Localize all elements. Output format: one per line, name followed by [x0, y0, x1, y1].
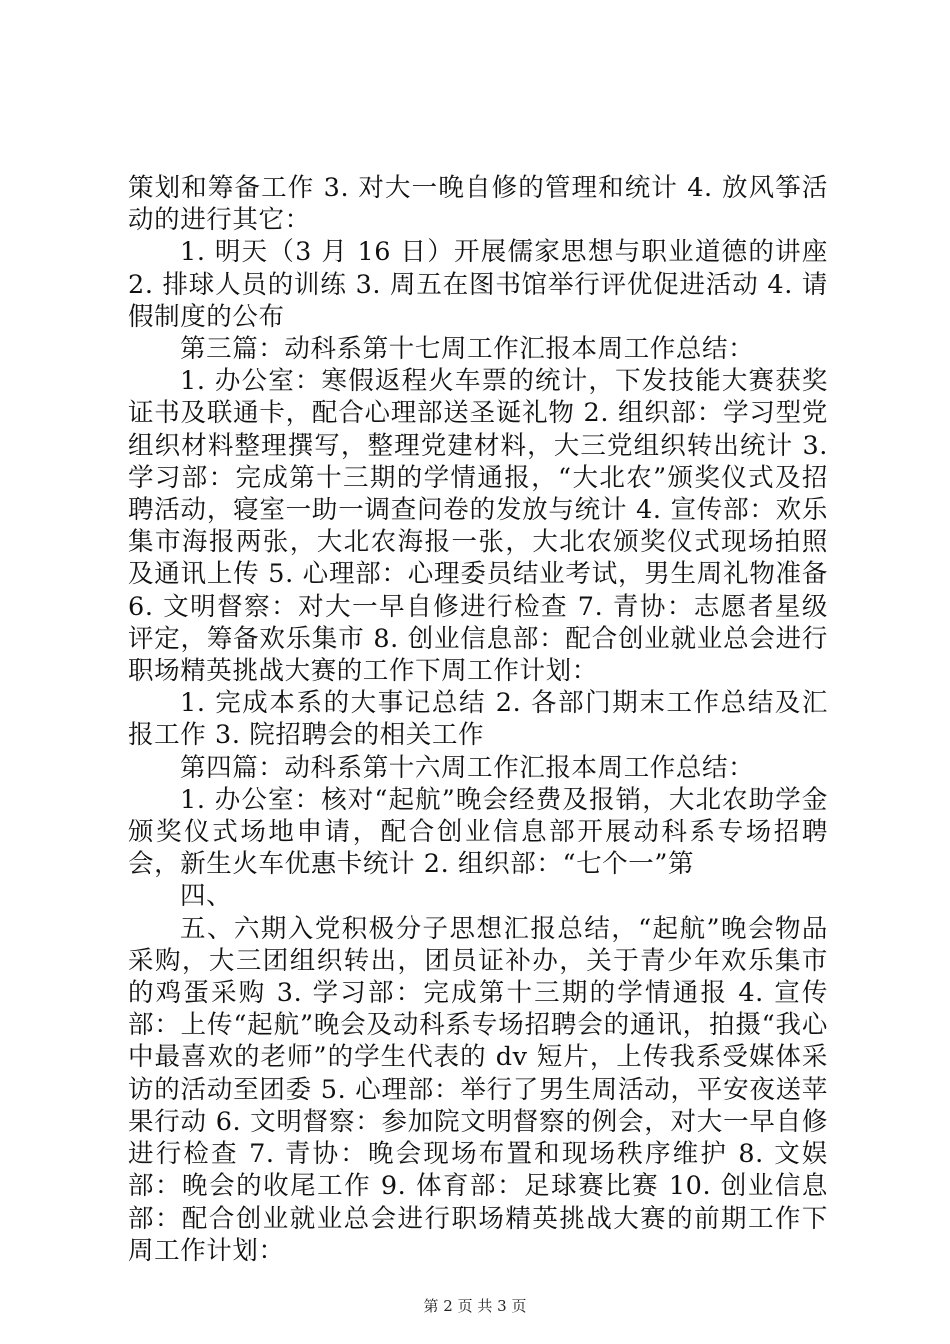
paragraph-1: 策划和筹备工作 3. 对大一晚自修的管理和统计 4. 放风筝活动的进行其它：: [128, 173, 828, 236]
page-footer: [0, 1296, 950, 1316]
document-body: [128, 172, 828, 1267]
paragraph-5: 1. 完成本系的大事记总结 2. 各部门期末工作总结及汇报工作 3. 院招聘会的相关工作: [128, 688, 828, 751]
paragraph-7: 1. 办公室：核对“起航”晚会经费及报销，大北农助学金颁奖仪式场地申请，配合创业信息部开展动科系专场招聘会，新生火车优惠卡统计 2. 组织部：“七个一”第: [128, 784, 828, 880]
paragraph-4: 1. 办公室：寒假返程火车票的统计，下发技能大赛获奖证书及联通卡，配合心理部送圣诞礼物 2. 组织部：学习型党组织材料整理撰写，整理党建材料，大三党组织转出统计 3. 学习部：完成第十三期的学情通报，“大北农”颁奖仪式及招聘活动，寝室一助一调查问卷的发放与统计 4. 宣传部：欢乐集市海报两张，大北农海报一张，大北农颁奖仪式现场拍照及通讯上传 5. 心理部：心理委员结业考试，男生周礼物准备 6. 文明督察：对大一早自修进行检查 7. 青协：志愿者星级评定，筹备欢乐集市 8. 创业信息部：配合创业就业总会进行职场精英挑战大赛的工作下周工作计划：: [128, 366, 828, 687]
section-heading-3: 第三篇：动科系第十七周工作汇报本周工作总结：: [180, 334, 755, 365]
section-heading-4: 第四篇：动科系第十六周工作汇报本周工作总结：: [180, 752, 755, 783]
paragraph-9: 五、六期入党积极分子思想汇报总结，“起航”晚会物品采购，大三团组织转出，团员证补办，关于青少年欢乐集市的鸡蛋采购 3. 学习部：完成第十三期的学情通报 4. 宣传部：上传“起航”晚会及动科系专场招聘会的通讯，拍摄“我心中最喜欢的老师”的学生代表的 dv 短片，上传我系受媒体采访的活动至团委 5. 心理部：举行了男生周活动，平安夜送苹果行动 6. 文明督察：参加院文明督察的例会，对大一早自修进行检查 7. 青协：晚会现场布置和现场秩序维护 8. 文娱部：晚会的收尾工作 9. 体育部：足球赛比赛 10. 创业信息部：配合创业就业总会进行职场精英挑战大赛的前期工作下周工作计划：: [128, 913, 828, 1266]
paragraph-8: 四、: [180, 881, 233, 912]
paragraph-2: 1. 明天（3 月 16 日）开展儒家思想与职业道德的讲座 2. 排球人员的训练 3. 周五在图书馆举行评优促进活动 4. 请假制度的公布: [128, 237, 828, 332]
page-number-label: 第 2 页 共 3 页: [423, 1297, 527, 1315]
